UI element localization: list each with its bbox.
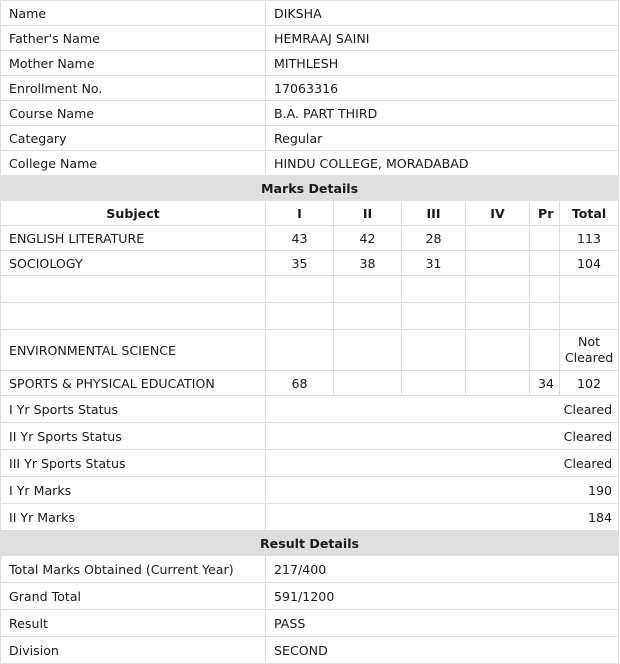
result-row: [1, 556, 619, 583]
result-row: [1, 637, 619, 664]
status-value: 190: [266, 477, 619, 504]
mark-cell: [402, 330, 466, 371]
mark-cell: [530, 303, 560, 330]
father-row: [1, 26, 619, 51]
table-row: [1, 330, 619, 371]
status-label: II Yr Marks: [1, 504, 266, 531]
col-iii: III: [402, 201, 466, 226]
status-row: [1, 396, 619, 423]
total-cell: Not Cleared: [560, 330, 619, 371]
mark-cell: 34: [530, 371, 560, 396]
mark-cell: [402, 371, 466, 396]
marks-title: Marks Details: [1, 176, 619, 201]
mark-cell: [334, 303, 402, 330]
col-total: Total: [560, 201, 619, 226]
name-label: Name: [1, 1, 266, 26]
mark-cell: [466, 276, 530, 303]
college-label: College Name: [1, 151, 266, 176]
enroll-row: [1, 76, 619, 101]
status-label: I Yr Sports Status: [1, 396, 266, 423]
mark-cell: [466, 226, 530, 251]
category-row: [1, 126, 619, 151]
mark-cell: 31: [402, 251, 466, 276]
mark-cell: [466, 330, 530, 371]
subject-cell: ENVIRONMENTAL SCIENCE: [1, 330, 266, 371]
enroll-value: 17063316: [266, 76, 619, 101]
status-value: Cleared: [266, 423, 619, 450]
total-cell: [560, 276, 619, 303]
table-row: [1, 276, 619, 303]
mother-row: [1, 51, 619, 76]
result-label: Division: [1, 637, 266, 664]
total-cell: 113: [560, 226, 619, 251]
status-label: I Yr Marks: [1, 477, 266, 504]
status-label: II Yr Sports Status: [1, 423, 266, 450]
table-row: [1, 226, 619, 251]
col-ii: II: [334, 201, 402, 226]
status-value: Cleared: [266, 450, 619, 477]
father-value: HEMRAAJ SAINI: [266, 26, 619, 51]
mark-cell: [530, 226, 560, 251]
mother-label: Mother Name: [1, 51, 266, 76]
col-pr: Pr: [530, 201, 560, 226]
table-row: [1, 251, 619, 276]
subject-cell: ENGLISH LITERATURE: [1, 226, 266, 251]
mark-cell: [530, 330, 560, 371]
father-label: Father's Name: [1, 26, 266, 51]
mark-cell: 38: [334, 251, 402, 276]
mark-cell: 43: [266, 226, 334, 251]
result-title: Result Details: [1, 531, 619, 556]
status-row: [1, 504, 619, 531]
subject-cell: [1, 276, 266, 303]
table-row: [1, 303, 619, 330]
mark-cell: [402, 276, 466, 303]
mark-cell: [334, 371, 402, 396]
mark-cell: [402, 303, 466, 330]
status-row: [1, 423, 619, 450]
mark-cell: 42: [334, 226, 402, 251]
mark-cell: [530, 276, 560, 303]
mark-cell: [466, 303, 530, 330]
result-value: SECOND: [266, 637, 619, 664]
col-i: I: [266, 201, 334, 226]
mark-cell: [466, 251, 530, 276]
marks-section-header: [1, 176, 619, 201]
mother-value: MITHLESH: [266, 51, 619, 76]
name-row: [1, 1, 619, 26]
result-label: Grand Total: [1, 583, 266, 610]
status-row: [1, 450, 619, 477]
col-iv: IV: [466, 201, 530, 226]
status-label: III Yr Sports Status: [1, 450, 266, 477]
category-value: Regular: [266, 126, 619, 151]
mark-cell: 35: [266, 251, 334, 276]
table-row: [1, 371, 619, 396]
result-value: 591/1200: [266, 583, 619, 610]
result-label: Total Marks Obtained (Current Year): [1, 556, 266, 583]
result-value: 217/400: [266, 556, 619, 583]
result-row: [1, 583, 619, 610]
mark-cell: [266, 303, 334, 330]
mark-cell: 28: [402, 226, 466, 251]
result-label: Result: [1, 610, 266, 637]
result-section-header: [1, 531, 619, 556]
subject-cell: [1, 303, 266, 330]
result-value: PASS: [266, 610, 619, 637]
mark-cell: [334, 330, 402, 371]
status-row: [1, 477, 619, 504]
status-value: 184: [266, 504, 619, 531]
course-row: [1, 101, 619, 126]
subject-cell: SOCIOLOGY: [1, 251, 266, 276]
mark-cell: 68: [266, 371, 334, 396]
total-cell: 104: [560, 251, 619, 276]
category-label: Categary: [1, 126, 266, 151]
name-value: DIKSHA: [266, 1, 619, 26]
total-cell: [560, 303, 619, 330]
course-value: B.A. PART THIRD: [266, 101, 619, 126]
result-row: [1, 610, 619, 637]
college-row: [1, 151, 619, 176]
col-subject: Subject: [1, 201, 266, 226]
marks-column-headers: [1, 201, 619, 226]
enroll-label: Enrollment No.: [1, 76, 266, 101]
mark-cell: [266, 330, 334, 371]
mark-cell: [530, 251, 560, 276]
status-value: Cleared: [266, 396, 619, 423]
mark-cell: [266, 276, 334, 303]
course-label: Course Name: [1, 101, 266, 126]
subject-cell: SPORTS & PHYSICAL EDUCATION: [1, 371, 266, 396]
mark-cell: [334, 276, 402, 303]
college-value: HINDU COLLEGE, MORADABAD: [266, 151, 619, 176]
mark-cell: [466, 371, 530, 396]
total-cell: 102: [560, 371, 619, 396]
